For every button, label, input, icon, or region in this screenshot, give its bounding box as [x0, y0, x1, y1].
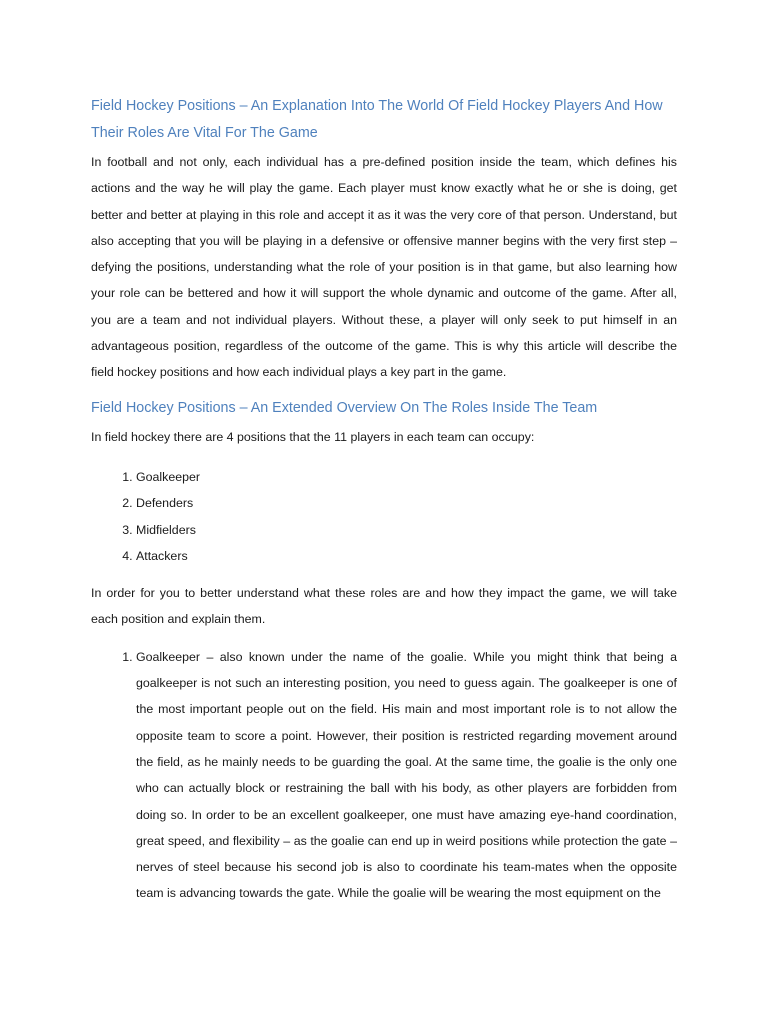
list-item: 1. Goalkeeper – also known under the name of the goalie. While you might think that being a goalkeeper is not such an interesting position, you need to guess again. The goalkeeper is one of the most important people out on the field. His main and most important role is to not allow the opposite team to score a point. However, their position is restricted regarding movement around the field, as he mainly needs to be guarding the goal. At the same time, the goalie is the only one who can actually block or restraining the ball with his body, as other players are forbidden from doing so. In order to be an excellent goalkeeper, one must have amazing eye-hand coordination, great speed, and flexibility – as the goalie can end up in weird positions while protection the gate – nerves of steel because his second job is also to coordinate his team-mates when the opposite team is advancing towards the gate. While the goalie will be wearing the most equipment on the — [136, 644, 677, 907]
position-details-list — [91, 644, 677, 907]
section-intro: In field hockey there are 4 positions that the 11 players in each team can occupy: — [91, 429, 535, 444]
intro-paragraph: In football and not only, each individual has a pre-defined position inside the team, which defines his actions and the way he will play the game. Each player must know exactly what he or she is doing, get better and better at playing in this role and accept it as it was the very core of that person. Understand, but also accepting that you will be playing in a defensive or offensive manner begins with the very first step – defying the positions, understanding what the role of your position is in that game, but also learning how your role can be bettered and how it will support the whole dynamic and outcome of the game. After all, you are a team and not individual players. Without these, a player will only seek to put himself in an advantageous position, regardless of the outcome of the game. This is why this article will describe the field hockey positions and how each individual plays a key part in the game. — [91, 155, 677, 380]
list-item: 1. Goalkeeper — [136, 464, 677, 490]
explain-intro: In order for you to better understand what these roles are and how they impact the game, we will take each position and explain them. — [91, 586, 677, 627]
document-title: Field Hockey Positions – An Explanation Into The World Of Field Hockey Players And How Their Roles Are Vital For The Game — [91, 98, 663, 141]
list-item: 4. Attackers — [136, 543, 677, 569]
list-item: 3. Midfielders — [136, 517, 677, 543]
section-heading: Field Hockey Positions – An Extended Overview On The Roles Inside The Team — [91, 399, 598, 416]
list-item: 2. Defenders — [136, 490, 677, 516]
positions-list — [91, 464, 677, 569]
